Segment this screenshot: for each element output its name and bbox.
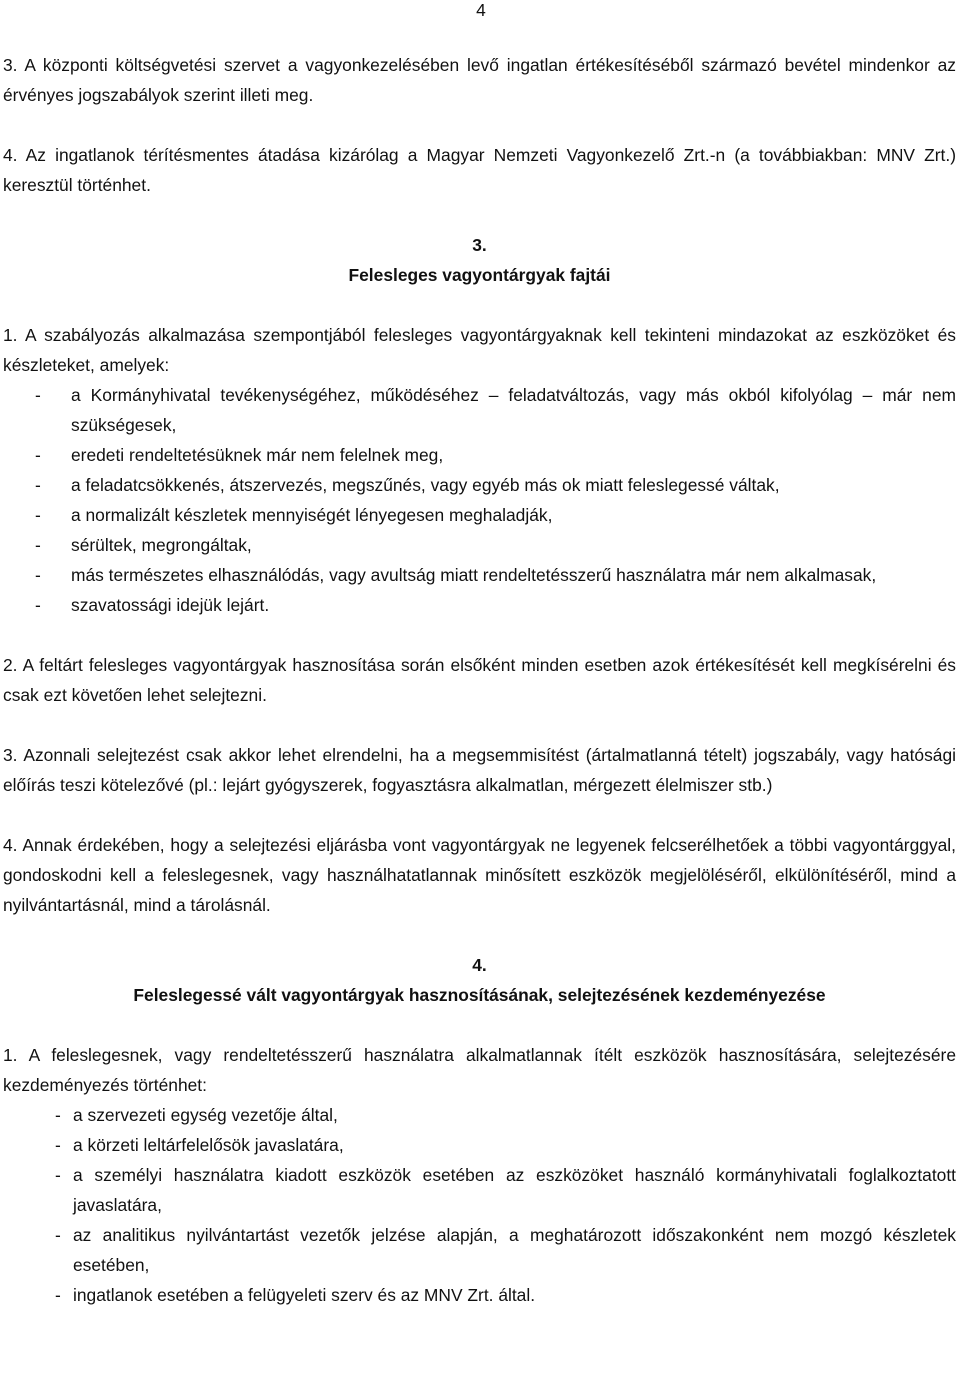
dash-marker: -	[35, 535, 41, 555]
dash-marker: -	[35, 475, 41, 495]
section-3-bullet-list	[3, 380, 956, 620]
list-item: - szavatossági idejük lejárt.	[3, 590, 956, 620]
list-item: - a körzeti leltárfelelősök javaslatára,	[3, 1130, 956, 1160]
paragraph-3-revenue: 3. A központi költségvetési szervet a vagyonkezelésében levő ingatlan értékesítéséből származó bevétel mindenkor az érvényes jogszabályok szerint illeti meg.	[3, 55, 956, 105]
section-4-number: 4.	[472, 955, 487, 975]
dash-marker: -	[55, 1225, 61, 1245]
list-item: - más természetes elhasználódás, vagy avultság miatt rendeltetésszerű használatra már nem alkalmasak,	[3, 560, 956, 590]
list-item: - a feladatcsökkenés, átszervezés, megszűnés, vagy egyéb más ok miatt feleslegessé váltak,	[3, 470, 956, 500]
list-item: - sérültek, megrongáltak,	[3, 530, 956, 560]
list-item: - az analitikus nyilvántartást vezetők jelzése alapján, a meghatározott időszakonként nem mozgó készletek esetében,	[3, 1220, 956, 1280]
dash-marker: -	[35, 595, 41, 615]
section-3-paragraph-4: 4. Annak érdekében, hogy a selejtezési eljárásba vont vagyontárgyak ne legyenek felcserélhetőek a többi vagyontárggyal, gondoskodni kell a feleslegesnek, vagy használhatatlannak minősített eszközök megjelöléséről, elkülönítéséről, mind a nyilvántartásnál, mind a tárolásnál.	[3, 835, 956, 915]
list-item: - a normalizált készletek mennyiségét lényegesen meghaladják,	[3, 500, 956, 530]
section-4-heading	[3, 950, 956, 1010]
dash-marker: -	[35, 445, 41, 465]
dash-marker: -	[55, 1135, 61, 1155]
section-3-heading	[3, 230, 956, 290]
dash-marker: -	[55, 1105, 61, 1125]
section-4-title: Feleslegessé vált vagyontárgyak hasznosításának, selejtezésének kezdeményezése	[133, 985, 826, 1005]
section-4-bullet-list	[3, 1100, 956, 1310]
list-item: - a Kormányhivatal tevékenységéhez, működéséhez – feladatváltozás, vagy más okból kifolyólag – már nem szükségesek,	[3, 380, 956, 440]
section-3-number: 3.	[472, 235, 487, 255]
list-item: - eredeti rendeltetésüknek már nem felelnek meg,	[3, 440, 956, 470]
list-item: - a szervezeti egység vezetője által,	[3, 1100, 956, 1130]
dash-marker: -	[55, 1285, 61, 1305]
section-4-paragraph-1: 1. A feleslegesnek, vagy rendeltetésszerű használatra alkalmatlannak ítélt eszközök hasznosítására, selejtezésére kezdeményezés történhet:	[3, 1045, 956, 1095]
list-item: - ingatlanok esetében a felügyeleti szerv és az MNV Zrt. által.	[3, 1280, 956, 1310]
paragraph-4-free-transfer: 4. Az ingatlanok térítésmentes átadása kizárólag a Magyar Nemzeti Vagyonkezelő Zrt.-n (a továbbiakban: MNV Zrt.) keresztül történhet.	[3, 145, 956, 195]
section-3-paragraph-3: 3. Azonnali selejtezést csak akkor lehet elrendelni, ha a megsemmisítést (ártalmatlanná tételt) jogszabály, vagy hatósági előírás teszi kötelezővé (pl.: lejárt gyógyszerek, fogyasztásra alkalmatlan, mérgezett élelmiszer stb.)	[3, 745, 956, 795]
page-number: 4	[476, 0, 486, 20]
list-item: - a személyi használatra kiadott eszközök esetében az eszközöket használó kormányhivatali foglalkoztatott javaslatára,	[3, 1160, 956, 1220]
document-body	[3, 50, 956, 1310]
dash-marker: -	[35, 385, 41, 405]
section-3-paragraph-2: 2. A feltárt felesleges vagyontárgyak hasznosítása során elsőként minden esetben azok értékesítését kell megkísérelni és csak ezt követően lehet selejtezni.	[3, 655, 956, 705]
section-3-title: Felesleges vagyontárgyak fajtái	[348, 265, 611, 285]
dash-marker: -	[55, 1165, 61, 1185]
dash-marker: -	[35, 505, 41, 525]
dash-marker: -	[35, 565, 41, 585]
section-3-paragraph-1: 1. A szabályozás alkalmazása szempontjából felesleges vagyontárgyaknak kell tekinteni mindazokat az eszközöket és készleteket, amelyek:	[3, 325, 956, 375]
